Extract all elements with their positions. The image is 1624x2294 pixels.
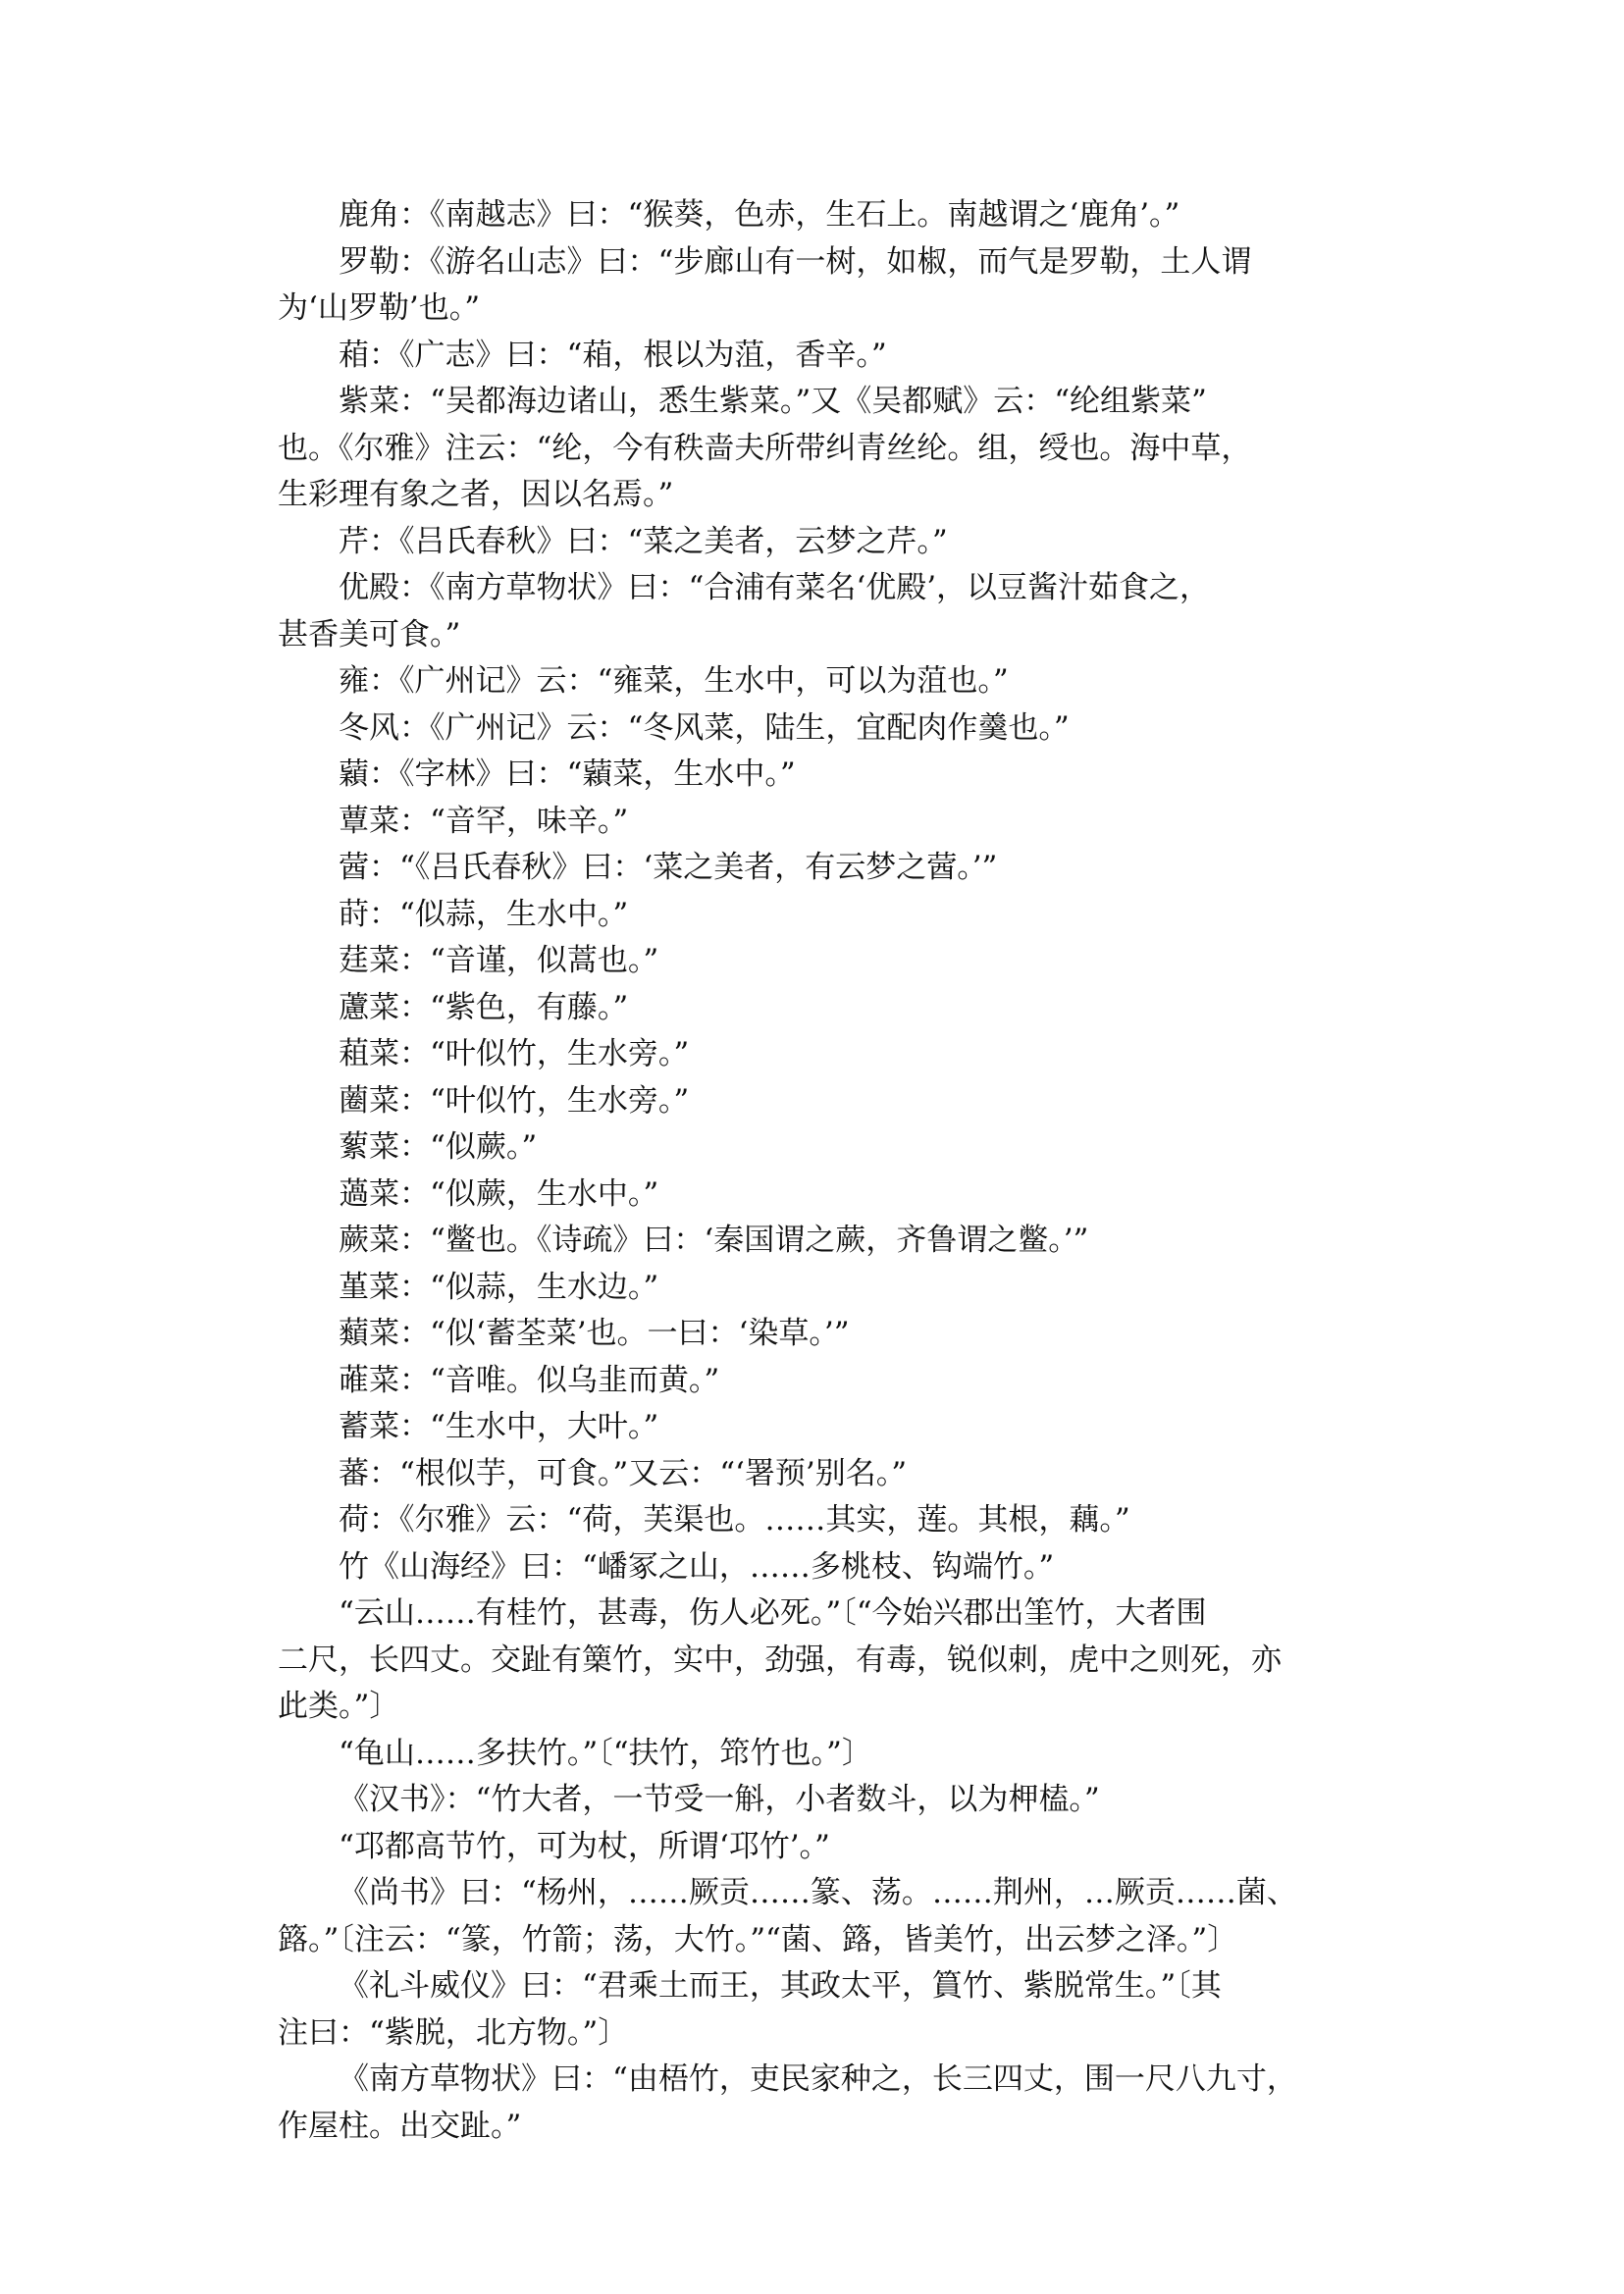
- text-line: 《南方草物状》曰：“由梧竹，吏民家种之，长三四丈，围一尺八九寸，: [339, 2061, 1297, 2097]
- document-page: [278, 192, 1357, 2150]
- text-line: 蕃：“根似芋，可食。”又云：“‘署预’别名。”: [339, 1455, 908, 1491]
- text-line: “龟山……多扶竹。”〔“扶竹，筇竹也。”〕: [339, 1735, 872, 1771]
- text-line: 二尺，长四丈。交趾有篥竹，实中，劲强，有毒，锐似刺，虎中之则死，亦: [278, 1642, 1282, 1678]
- text-line: 冬风：《广州记》云：“冬风菜，陆生，宜配肉作羹也。”: [339, 709, 1070, 746]
- text-line: 《汉书》：“竹大者，一节受一斛，小者数斗，以为柙榼。”: [339, 1782, 1100, 1817]
- text-line: 蕨菜：“鳖也。《诗疏》曰：‘秦国谓之蕨，齐鲁谓之鳖。’”: [339, 1223, 1089, 1258]
- text-line: 堇菜：“似蒜，生水边。”: [339, 1269, 659, 1305]
- text-line: 簬。”〔注云：“篆，竹箭；荡，大竹。”“菌、簬，皆美竹，出云梦之泽。”〕: [278, 1921, 1238, 1957]
- text-line: 作屋柱。出交趾。”: [278, 2108, 522, 2144]
- text-line: 优殿：《南方草物状》曰：“合浦有菜名‘优殿’，以豆酱汁茹食之，: [339, 570, 1211, 605]
- text-line: 蓶菜：“音唯。似乌韭而黄。”: [339, 1362, 720, 1398]
- text-line: 也。《尔雅》注云：“纶，今有秩啬夫所带纠青丝纶。组，绶也。海中草，: [278, 430, 1252, 466]
- text-line: 甚香美可食。”: [278, 616, 461, 652]
- text-line: 莛菜：“音谨，似蒿也。”: [339, 943, 659, 978]
- text-line: “云山……有桂竹，甚毒，伤人必死。”〔“今始兴郡出筀竹，大者围: [339, 1595, 1207, 1631]
- text-line: 生彩理有象之者，因以名焉。”: [278, 477, 674, 512]
- text-line: 雍：《广州记》云：“雍菜，生水中，可以为菹也。”: [339, 663, 1009, 699]
- text-line: 蒩菜：“叶似竹，生水旁。”: [339, 1036, 690, 1071]
- text-line: 芹：《吕氏春秋》曰：“菜之美者，云梦之芹。”: [339, 523, 948, 559]
- text-line: 蒏：“《吕氏春秋》曰：‘菜之美者，有云梦之蒏。’”: [339, 850, 998, 885]
- text-line: 《尚书》曰：“杨州，……厥贡……篆、荡。……荆州，…厥贡……菌、: [339, 1875, 1297, 1910]
- text-line: 荷：《尔雅》云：“荷，芙渠也。……其实，莲。其根，藕。”: [339, 1502, 1130, 1538]
- text-line: 蕈菜：“音罕，味辛。”: [339, 803, 629, 839]
- text-line: 薖菜：“似蕨，生水中。”: [339, 1175, 659, 1212]
- text-line: 紫菜：“吴都海边诸山，悉生紫菜。”又《吴都赋》云：“纶组紫菜”: [339, 384, 1207, 419]
- text-line: 蓄菜：“生水中，大叶。”: [339, 1409, 659, 1444]
- text-line: 此类。”〕: [278, 1689, 400, 1724]
- text-line: 蕠菜：“似蕨。”: [339, 1129, 538, 1165]
- text-line: 注曰：“紫脱，北方物。”〕: [278, 2014, 629, 2051]
- text-line: “邛都高节竹，可为杖，所谓‘邛竹’。”: [339, 1828, 830, 1864]
- text-line: 藘菜：“紫色，有藤。”: [339, 989, 629, 1025]
- text-line: 鹿角：《南越志》曰：“猴葵，色赤，生石上。南越谓之‘鹿角’。”: [339, 197, 1180, 233]
- text-line: 《礼斗威仪》曰：“君乘土而王，其政太平，篔竹、紫脱常生。”〔其: [339, 1968, 1222, 2004]
- text-line: 葙：《广志》曰：“葙，根以为菹，香辛。”: [339, 337, 887, 373]
- text-line: 蘔：《字林》曰：“蘔菜，生水中。”: [339, 756, 796, 792]
- text-line: 蘱菜：“似‘蓄荃菜’也。一曰：‘染草。’”: [339, 1316, 850, 1351]
- text-line: 莳：“似蒜，生水中。”: [339, 896, 629, 932]
- text-line: 竹《山海经》曰：“嶓冢之山，……多桃枝、钩端竹。”: [339, 1548, 1055, 1585]
- text-line: 为‘山罗勒’也。”: [278, 290, 481, 326]
- text-line: 罗勒：《游名山志》曰：“步廊山有一树，如椒，而气是罗勒，土人谓: [339, 243, 1252, 280]
- text-line: 蔨菜：“叶似竹，生水旁。”: [339, 1082, 690, 1119]
